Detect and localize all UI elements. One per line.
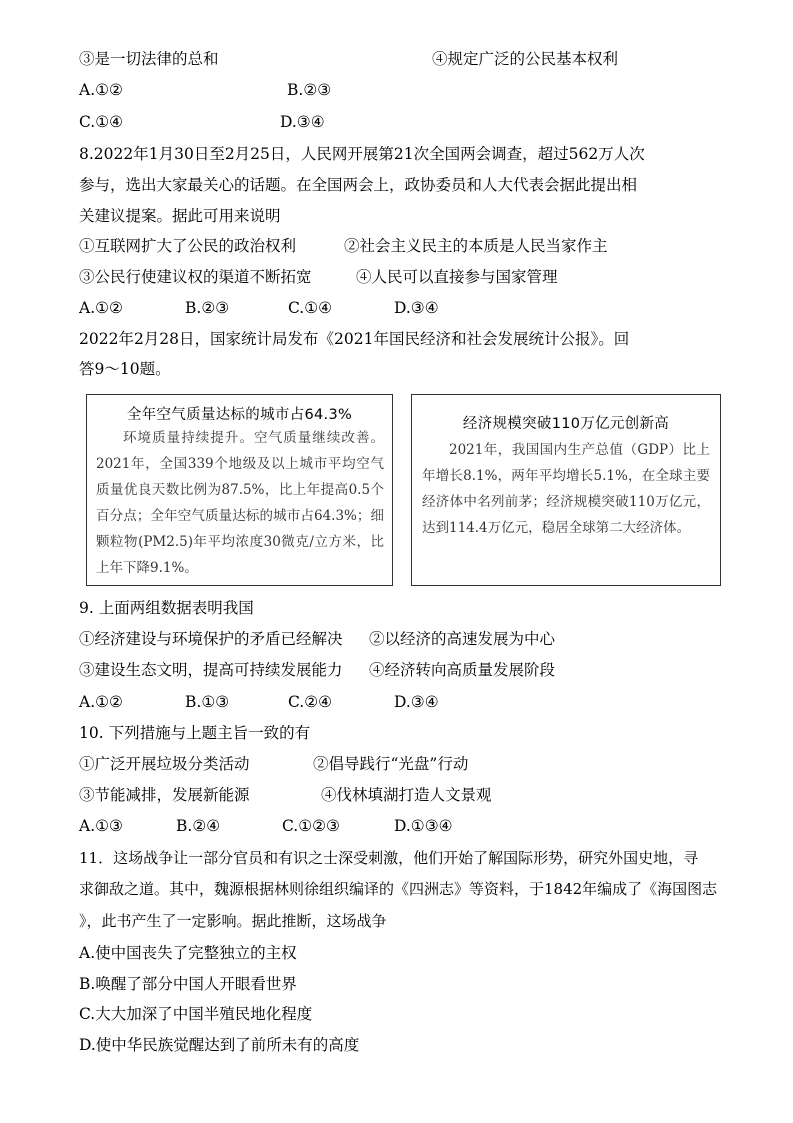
q8-stem-line-3: 关建议提案。据此可用来说明 [79, 207, 281, 225]
q8-option-4: ④人民可以直接参与国家管理 [356, 268, 558, 286]
q9-option-4: ④经济转向高质量发展阶段 [369, 661, 556, 679]
q7-choice-b: B.②③ [287, 81, 332, 99]
q10-stem: 10. 下列措施与上题主旨一致的有 [79, 724, 311, 742]
air-quality-box [86, 394, 393, 586]
intro-line-1: 2022年2月28日，国家统计局发布《2021年国民经济和社会发展统计公报》。回 [79, 330, 630, 348]
economy-box-title: 经济规模突破110万亿元创新高 [462, 416, 670, 432]
q9-choice-b: B.①③ [185, 693, 230, 711]
q10-option-4: ④伐林填湖打造人文景观 [321, 786, 492, 804]
q11-choice-c: C.大大加深了中国半殖民地化程度 [79, 1005, 313, 1023]
q11-stem-line-1: 11．这场战争让一部分官员和有识之士深受刺激，他们开始了解国际形势，研究外国史地，寻 [79, 849, 699, 867]
q7-option-4: ④规定广泛的公民基本权利 [432, 50, 619, 68]
q9-option-3: ③建设生态文明，提高可持续发展能力 [79, 661, 343, 679]
q8-option-2: ②社会主义民主的本质是人民当家作主 [344, 237, 608, 255]
q8-choice-b: B.②③ [185, 299, 230, 317]
economy-box-body [422, 437, 710, 541]
q9-option-2: ②以经济的高速发展为中心 [369, 630, 556, 648]
q7-choice-a: A.①② [79, 81, 123, 99]
economy-box-text: 2021年，我国国内生产总值（GDP）比上年增长8.1%，两年平均增长5.1%，在全球主要经济体中名列前茅；经济规模突破110万亿元，达到114.4万亿元，稳居全球第二大经济体。 [422, 442, 710, 536]
q9-choice-d: D.③④ [394, 693, 439, 711]
intro-line-2: 答9～10题。 [79, 360, 171, 378]
q8-choice-d: D.③④ [394, 299, 439, 317]
q11-stem-line-2: 求御敌之道。其中，魏源根据林则徐组织编译的《四洲志》等资料，于1842年编成了《海国图志 [79, 880, 718, 898]
q8-stem-line-1: 8.2022年1月30日至2月25日，人民网开展第21次全国两会调查，超过562万人次 [79, 145, 645, 163]
air-quality-box-body [96, 425, 384, 581]
q8-option-1: ①互联网扩大了公民的政治权利 [79, 237, 297, 255]
q7-option-3: ③是一切法律的总和 [79, 50, 219, 68]
q8-option-3: ③公民行使建议权的渠道不断拓宽 [79, 268, 312, 286]
q7-choice-c: C.①④ [79, 113, 124, 131]
q10-choice-c: C.①②③ [282, 817, 340, 835]
q10-option-3: ③节能减排，发展新能源 [79, 786, 250, 804]
q8-stem-line-2: 参与，选出大家最关心的话题。在全国两会上，政协委员和人大代表会据此提出相 [79, 176, 638, 194]
q8-choice-a: A.①② [79, 299, 123, 317]
q11-stem-line-3: 》，此书产生了一定影响。据此推断，这场战争 [79, 912, 387, 930]
q9-option-1: ①经济建设与环境保护的矛盾已经解决 [79, 630, 343, 648]
air-quality-box-text: 环境质量持续提升。空气质量继续改善。2021年，全国339个地级及以上城市平均空气质量优良天数比例为87.5%，比上年提高0.5个百分点；全年空气质量达标的城市占64.3%；细颗粒物(PM2.5)年平均浓度30微克/立方米，比上年下降9.1%。 [96, 430, 384, 576]
q8-choice-c: C.①④ [288, 299, 333, 317]
q10-choice-b: B.②④ [176, 817, 221, 835]
q11-choice-a: A.使中国丧失了完整独立的主权 [79, 944, 297, 962]
q9-stem: 9. 上面两组数据表明我国 [79, 599, 254, 617]
q11-choice-d: D.使中华民族觉醒达到了前所未有的高度 [79, 1036, 360, 1054]
economy-box [411, 394, 721, 586]
q10-choice-d: D.①③④ [394, 817, 453, 835]
q7-choice-d: D.③④ [280, 113, 325, 131]
q9-choice-a: A.①② [79, 693, 123, 711]
q10-option-1: ①广泛开展垃圾分类活动 [79, 755, 250, 773]
air-quality-box-title: 全年空气质量达标的城市占64.3% [126, 407, 353, 423]
q9-choice-c: C.②④ [288, 693, 333, 711]
q10-option-2: ②倡导践行“光盘”行动 [313, 755, 469, 773]
q10-choice-a: A.①③ [79, 817, 123, 835]
q11-choice-b: B.唤醒了部分中国人开眼看世界 [79, 975, 297, 993]
